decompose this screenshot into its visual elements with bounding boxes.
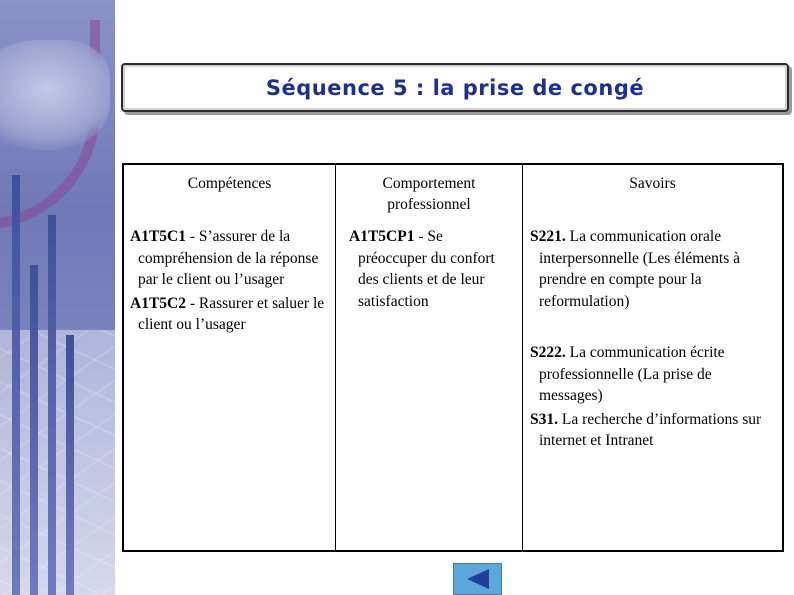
item-code: A1T5CP1 <box>349 228 415 245</box>
item-code: S31. <box>530 410 558 428</box>
list-item <box>523 409 782 452</box>
item-code: A1T5C2 <box>130 294 186 312</box>
list-item <box>336 226 522 312</box>
triangle-left-icon <box>465 568 491 590</box>
title-box <box>121 63 789 112</box>
list-item <box>124 226 335 291</box>
content-table <box>122 163 784 552</box>
header-comportement: Comportement professionnel <box>382 175 476 213</box>
item-code: S221. <box>530 228 566 245</box>
slide-title: Séquence 5 : la prise de congé <box>265 75 645 100</box>
item-text: - S’assurer de la compréhension de la réponse par le client ou l’usager <box>138 228 319 288</box>
item-text: La communication orale interpersonnelle (Les éléments à prendre en compte pour la reformulation) <box>539 228 740 310</box>
list-item <box>523 226 782 312</box>
list-item <box>124 293 335 336</box>
item-text: La recherche d’informations sur internet et Intranet <box>539 410 762 449</box>
header-savoirs: Savoirs <box>629 175 676 192</box>
decorative-sidebar-image <box>0 0 115 595</box>
back-button[interactable] <box>453 563 502 595</box>
savoirs-cell <box>523 222 782 452</box>
item-code: S222. <box>530 344 566 361</box>
table-header-row <box>123 164 783 222</box>
list-item <box>523 342 782 407</box>
competences-cell <box>124 222 335 336</box>
item-text: - Rassurer et saluer le client ou l’usager <box>138 294 325 333</box>
comportement-cell <box>336 222 522 312</box>
item-code: A1T5C1 <box>130 228 186 245</box>
header-competences: Compétences <box>187 175 272 192</box>
table-body-row <box>123 222 783 551</box>
item-text: - Se préoccuper du confort des clients et de leur satisfaction <box>358 228 495 310</box>
item-text: La communication écrite professionnelle (La prise de messages) <box>539 344 725 404</box>
